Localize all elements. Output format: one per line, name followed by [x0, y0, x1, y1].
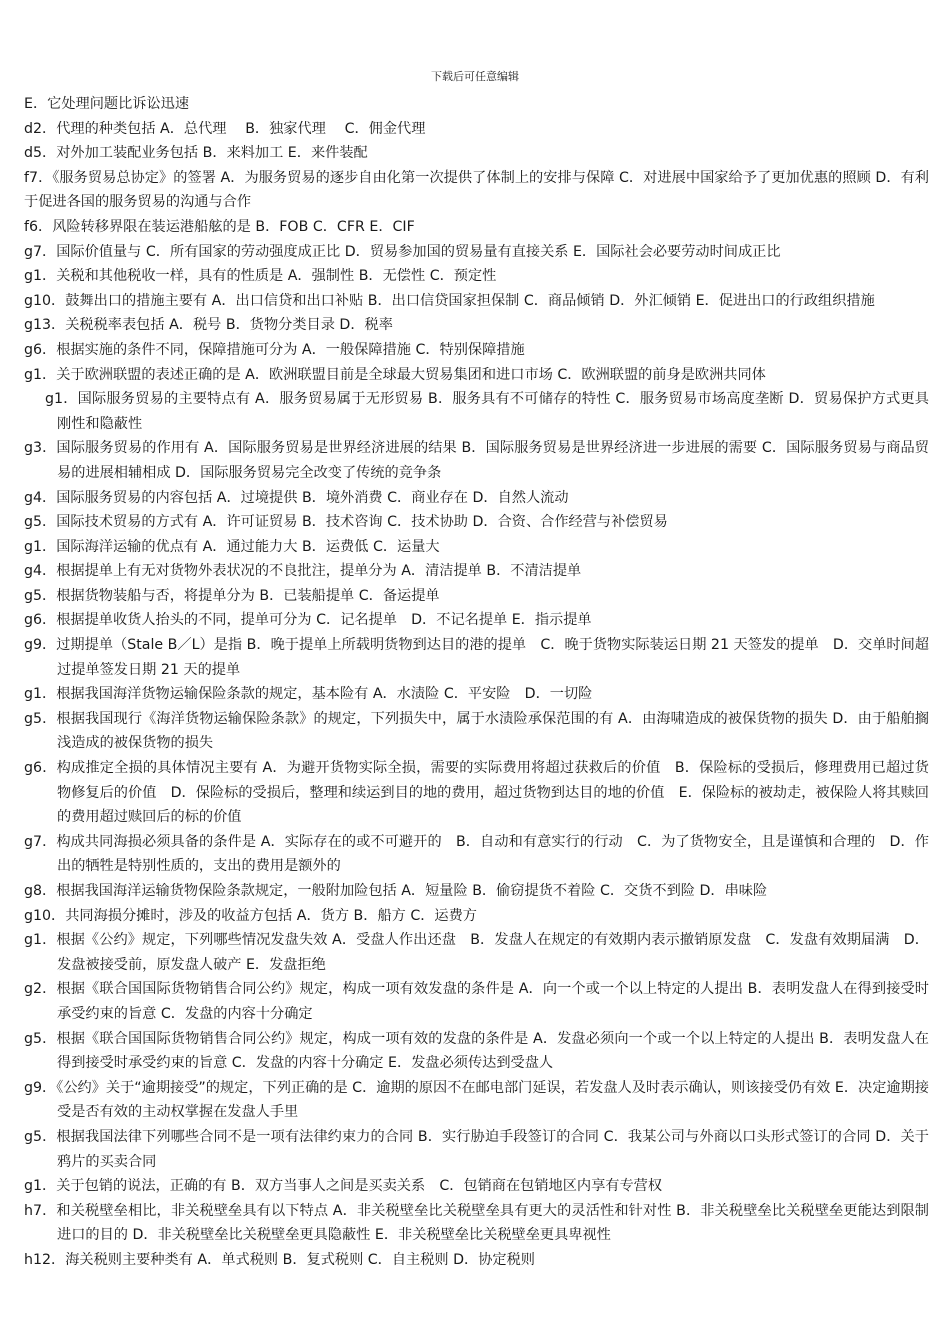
page-header: 下载后可任意编辑 — [431, 70, 519, 83]
document-paragraph: g4．国际服务贸易的内容包括 A．过境提供 B．境外消费 C．商业存在 D．自然人流动 — [24, 489, 569, 506]
document-body — [24, 92, 929, 1273]
document-paragraph: g3．国际服务贸易的作用有 A．国际服务贸易是世界经济进展的结果 B．国际服务贸易是世界经济进一步进展的需要 C．国际服务贸易与商品贸易的进展相辅相成 D．国际服务贸易完全改变了传统的竞争条 — [24, 440, 929, 481]
document-paragraph: f6．风险转移界限在装运港船舷的是 B．FOB C．CFR E．CIF — [24, 218, 415, 235]
document-paragraph: g5．根据货物装船与否，将提单分为 B．已装船提单 C．备运提单 — [24, 587, 440, 604]
document-paragraph: g9．《公约》关于“逾期接受”的规定，下列正确的是 C．逾期的原因不在邮电部门延误，若发盘人及时表示确认，则该接受仍有效 E．决定逾期接受是否有效的主动权掌握在发盘人手里 — [24, 1079, 929, 1121]
document-paragraph: g1．关税和其他税收一样，具有的性质是 A．强制性 B．无偿性 C．预定性 — [24, 268, 497, 285]
document-paragraph: g1．关于包销的说法，正确的有 B．双方当事人之间是买卖关系 C．包销商在包销地区内享有专营权 — [24, 1178, 663, 1195]
document-paragraph: g9．过期提单（Stale B／L）是指 B．晚于提单上所载明货物到达目的港的提单 C．晚于货物实际装运日期 21 天签发的提单 D．交单时间超过提单签发日期 21 天的提单 — [24, 637, 929, 678]
document-paragraph: f7．《服务贸易总协定》的签署 A．为服务贸易的逐步自由化第一次提供了体制上的安排与保障 C．对进展中国家给予了更加优惠的照顾 D．有利于促进各国的服务贸易的沟通与合作 — [24, 169, 929, 211]
document-paragraph: g10．鼓舞出口的措施主要有 A．出口信贷和出口补贴 B．出口信贷国家担保制 C．商品倾销 D．外汇倾销 E．促进出口的行政组织措施 — [24, 292, 875, 309]
document-paragraph: d2．代理的种类包括 A．总代理 B．独家代理 C．佣金代理 — [24, 120, 426, 137]
document-paragraph: g13．关税税率表包括 A．税号 B．货物分类目录 D．税率 — [24, 317, 393, 334]
document-paragraph: g5．根据《联合国国际货物销售合同公约》规定，构成一项有效的发盘的条件是 A．发盘必须向一个或一个以上特定的人提出 B．表明发盘人在得到接受时承受约束的旨意 C．发盘的内容十分确定 E．发盘必须传达到受盘人 — [24, 1030, 929, 1072]
document-paragraph: g10．共同海损分摊时，涉及的收益方包括 A．货方 B．船方 C．运费方 — [24, 907, 477, 924]
document-paragraph: g5．根据我国现行《海洋货物运输保险条款》的规定，下列损失中，属于水渍险承保范围的有 A．由海啸造成的被保货物的损失 D．由于船舶搁浅造成的被保货物的损失 — [24, 710, 929, 752]
document-paragraph: g1．关于欧洲联盟的表述正确的是 A．欧洲联盟目前是全球最大贸易集团和进口市场 C．欧洲联盟的前身是欧洲共同体 — [24, 366, 766, 383]
document-paragraph: h12．海关税则主要种类有 A．单式税则 B．复式税则 C．自主税则 D．协定税则 — [24, 1251, 535, 1268]
document-paragraph: g1．根据我国海洋货物运输保险条款的规定，基本险有 A．水渍险 C．平安险 D．一切险 — [24, 686, 593, 703]
document-paragraph: h7．和关税壁垒相比，非关税壁垒具有以下特点 A．非关税壁垒比关税壁垒具有更大的灵活性和针对性 B．非关税壁垒比关税壁垒更能达到限制进口的目的 D．非关税壁垒比关税壁垒更具隐蔽性 E．非关税壁垒比关税壁垒更具卑视性 — [24, 1202, 929, 1244]
document-paragraph: g2．根据《联合国国际货物销售合同公约》规定，构成一项有效发盘的条件是 A．向一个或一个以上特定的人提出 B．表明发盘人在得到接受时承受约束的旨意 C．发盘的内容十分确定 — [24, 981, 929, 1022]
document-paragraph: g7．构成共同海损必须具备的条件是 A．实际存在的或不可避开的 B．自动和有意实行的行动 C．为了货物安全，且是谨慎和合理的 D．作出的牺牲是特别性质的，支出的费用是额外的 — [24, 833, 929, 875]
document-paragraph: g6．根据实施的条件不同，保障措施可分为 A．一般保障措施 C．特别保障措施 — [24, 341, 525, 358]
document-paragraph: g5．国际技术贸易的方式有 A．许可证贸易 B．技术咨询 C．技术协助 D．合资、合作经营与补偿贸易 — [24, 514, 668, 531]
document-paragraph: g7．国际价值量与 C．所有国家的劳动强度成正比 D．贸易参加国的贸易量有直接关系 E．国际社会必要劳动时间成正比 — [24, 243, 781, 260]
document-paragraph: g6．根据提单收货人抬头的不同，提单可分为 C．记名提单 D．不记名提单 E．指示提单 — [24, 612, 592, 629]
document-paragraph: g6．构成推定全损的具体情况主要有 A．为避开货物实际全损，需要的实际费用将超过获救后的价值 B．保险标的受损后，修理费用已超过货物修复后的价值 D．保险标的受损后，整理和续运到目的地的费用，超过货物到达目的地的价值 E．保险标的被劫走，被保险人将其赎回的费用超过赎回后的标的价值 — [24, 760, 929, 826]
document-paragraph: d5．对外加工装配业务包括 B．来料加工 E．来件装配 — [24, 145, 368, 162]
document-paragraph: g1．国际服务贸易的主要特点有 A．服务贸易属于无形贸易 B．服务具有不可储存的特性 C．服务贸易市场高度垄断 D．贸易保护方式更具刚性和隐蔽性 — [45, 391, 929, 432]
document-paragraph: g5．根据我国法律下列哪些合同不是一项有法律约束力的合同 B．实行胁迫手段签订的合同 C．我某公司与外商以口头形式签订的合同 D．关于鸦片的买卖合同 — [24, 1128, 929, 1170]
document-paragraph: g8．根据我国海洋运输货物保险条款规定，一般附加险包括 A．短量险 B．偷窃提货不着险 C．交货不到险 D．串味险 — [24, 883, 768, 899]
document-paragraph: g1．国际海洋运输的优点有 A．通过能力大 B．运费低 C．运量大 — [24, 538, 440, 555]
document-paragraph: g4．根据提单上有无对货物外表状况的不良批注，提单分为 A．清洁提单 B．不清洁提单 — [24, 563, 582, 580]
document-paragraph: E．它处理问题比诉讼迅速 — [24, 96, 190, 112]
document-paragraph: g1．根据《公约》规定，下列哪些情况发盘失效 A．受盘人作出还盘 B．发盘人在规定的有效期内表示撤销原发盘 C．发盘有效期届满 D．发盘被接受前，原发盘人破产 E．发盘拒绝 — [24, 932, 929, 973]
